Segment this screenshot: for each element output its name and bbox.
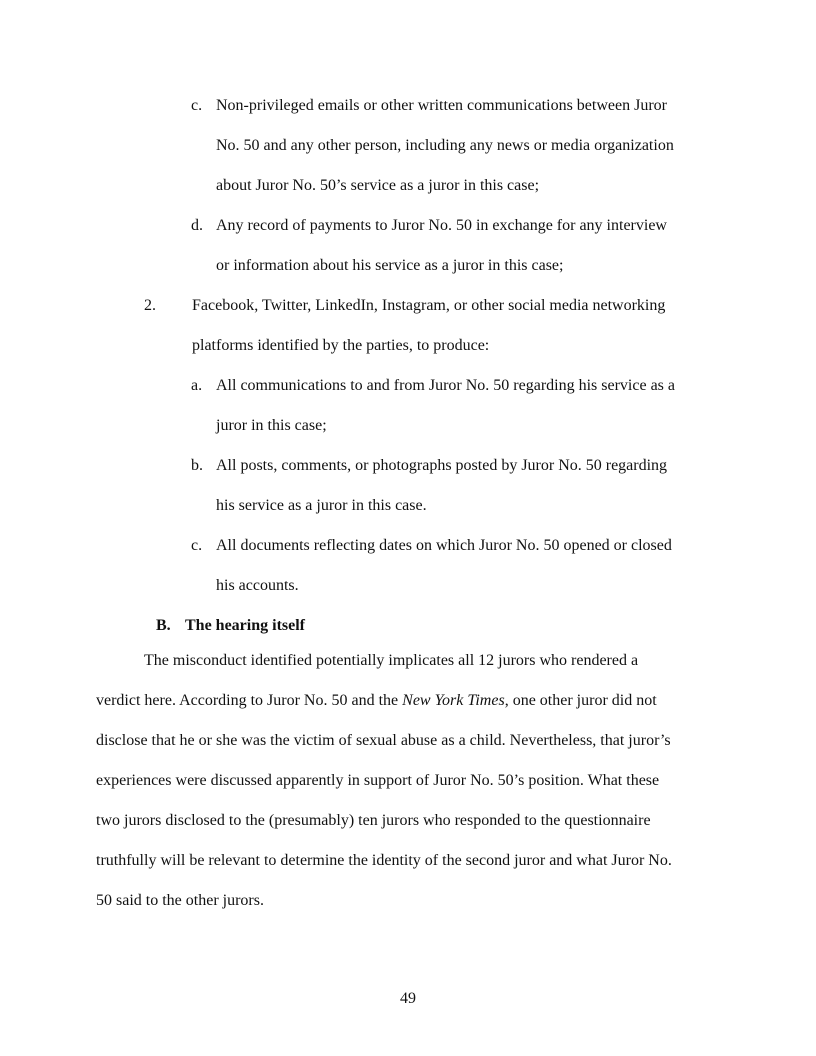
page-number: 49 [400, 990, 416, 1007]
text-run: , one other juror did not [504, 692, 657, 709]
text-line: his service as a juror in this case. [216, 497, 427, 514]
text-run: verdict here. According to Juror No. 50 and the [96, 692, 403, 709]
list-marker: c. [191, 97, 203, 114]
paragraph-line: truthfully will be relevant to determine the identity of the second juror and what Juror No. [96, 852, 672, 869]
text-line: No. 50 and any other person, including any news or media organization [216, 137, 674, 154]
heading-title: The hearing itself [185, 617, 305, 634]
publication-title: New York Times [402, 692, 505, 709]
text-line: All documents reflecting dates on which Juror No. 50 opened or closed [216, 537, 672, 554]
text-line: Non-privileged emails or other written communications between Juror [216, 97, 667, 114]
paragraph-line: 50 said to the other jurors. [96, 892, 264, 909]
text-line: juror in this case; [216, 417, 327, 434]
text-line: about Juror No. 50’s service as a juror in this case; [216, 177, 540, 194]
paragraph-line: two jurors disclosed to the (presumably) ten jurors who responded to the questionnaire [96, 812, 651, 829]
list-marker: a. [191, 377, 203, 394]
list-marker: d. [191, 217, 203, 234]
text-line: Facebook, Twitter, LinkedIn, Instagram, or other social media networking [192, 297, 666, 314]
paragraph-line: disclose that he or she was the victim of sexual abuse as a child. Nevertheless, that juror’s [96, 732, 671, 749]
paragraph-line: experiences were discussed apparently in support of Juror No. 50’s position. What these [96, 772, 660, 789]
list-marker: 2. [144, 297, 156, 314]
text-line: platforms identified by the parties, to produce: [192, 337, 490, 354]
text-line: his accounts. [216, 577, 299, 594]
paragraph-line: The misconduct identified potentially implicates all 12 jurors who rendered a [144, 652, 639, 669]
heading-marker: B. [156, 617, 171, 634]
list-marker: c. [191, 537, 203, 554]
paragraph-line [96, 691, 657, 711]
text-line: Any record of payments to Juror No. 50 in exchange for any interview [216, 217, 667, 234]
text-line: or information about his service as a juror in this case; [216, 257, 564, 274]
text-line: All communications to and from Juror No. 50 regarding his service as a [216, 377, 675, 394]
list-marker: b. [191, 457, 203, 474]
text-line: All posts, comments, or photographs posted by Juror No. 50 regarding [216, 457, 668, 474]
